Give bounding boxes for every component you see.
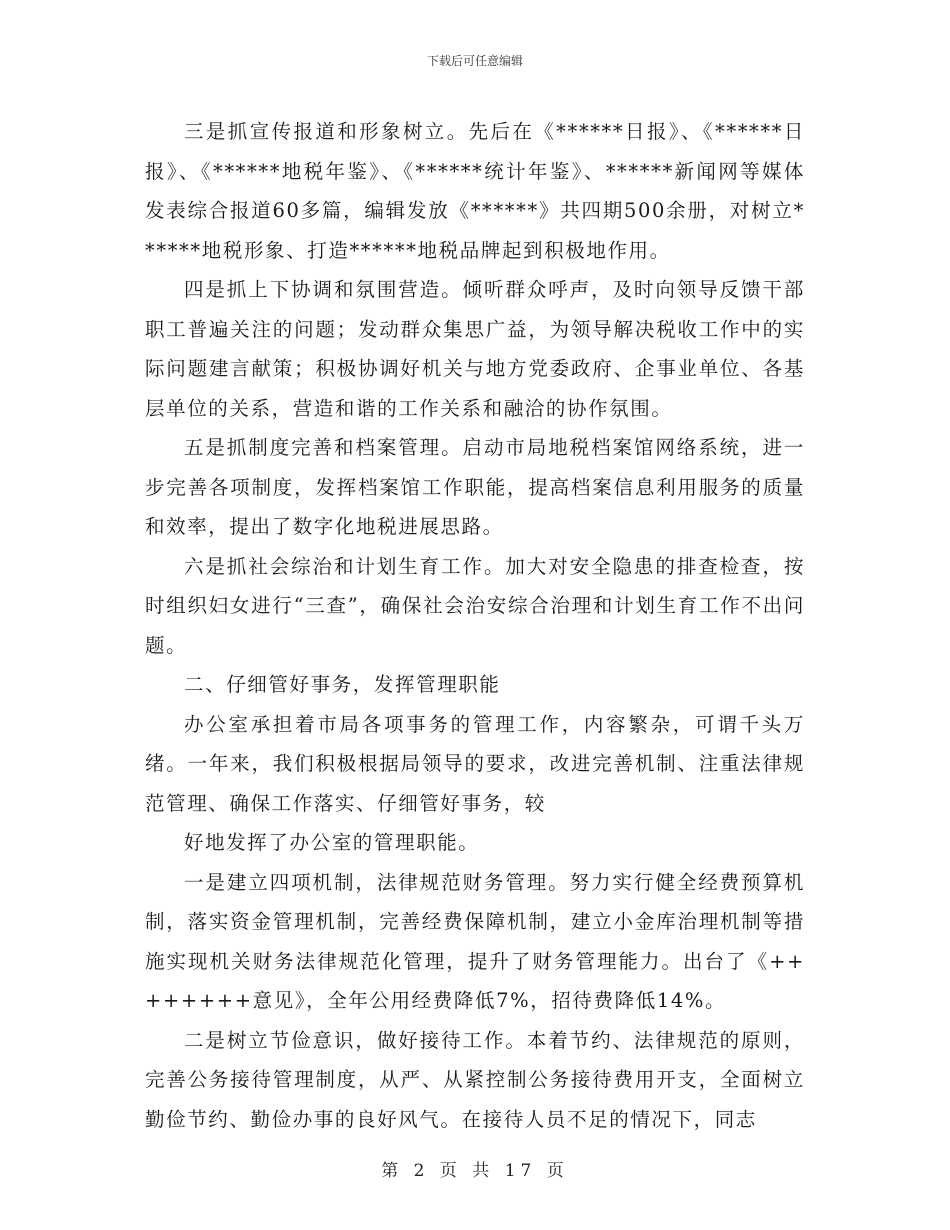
document-body: [145, 112, 805, 1139]
page-number-footer: 第 2 页 共 17 页: [381, 1161, 569, 1181]
paragraph-social-security: 六是抓社会综治和计划生育工作。加大对安全隐患的排查检查，按时组织妇女进行“三查”，确保社会治安综合治理和计划生育工作不出问题。: [145, 554, 805, 657]
paragraph-office-duties: 办公室承担着市局各项事务的管理工作，内容繁杂，可谓千头万绪。一年来，我们积极根据局领导的要求，改进完善机制、注重法律规范管理、确保工作落实、仔细管好事务，较: [145, 712, 805, 815]
paragraph-archives: 五是抓制度完善和档案管理。启动市局地税档案馆网络系统，进一步完善各项制度，发挥档案馆工作职能，提高档案信息利用服务的质量和效率，提出了数字化地税进展思路。: [145, 436, 805, 538]
paragraph-finance: 一是建立四项机制，法律规范财务管理。努力实行健全经费预算机制，落实资金管理机制，完善经费保障机制，建立小金库治理机制等措施实现机关财务法律规范化管理，提升了财务管理能力。出台了《++++++++意见》，全年公用经费降低7%，招待费降低14%。: [145, 870, 805, 1012]
section-heading: 二、仔细管好事务，发挥管理职能: [184, 673, 501, 696]
paragraph-office-duties-continued: 好地发挥了办公室的管理职能。: [184, 831, 480, 854]
paragraph-reception: 二是树立节俭意识，做好接待工作。本着节约、法律规范的原则，完善公务接待管理制度，从严、从紧控制公务接待费用开支，全面树立勤俭节约、勤俭办事的良好风气。在接待人员不足的情况下，同志: [145, 1028, 805, 1131]
paragraph-coordination: 四是抓上下协调和氛围营造。倾听群众呼声，及时向领导反馈干部职工普遍关注的问题；发动群众集思广益，为领导解决税收工作中的实际问题建言献策；积极协调好机关与地方党委政府、企事业单位、各基层单位的关系，营造和谐的工作关系和融洽的协作氛围。: [145, 278, 805, 420]
page-header: 下载后可任意编辑: [426, 54, 523, 68]
paragraph-publicity: 三是抓宣传报道和形象树立。先后在《******日报》、《******日报》、《******地税年鉴》、《******统计年鉴》、******新闻网等媒体发表综合报道60多篇，编辑发放《******》共四期500余册，对树立******地税形象、打造******地税品牌起到积极地作用。: [145, 120, 806, 262]
